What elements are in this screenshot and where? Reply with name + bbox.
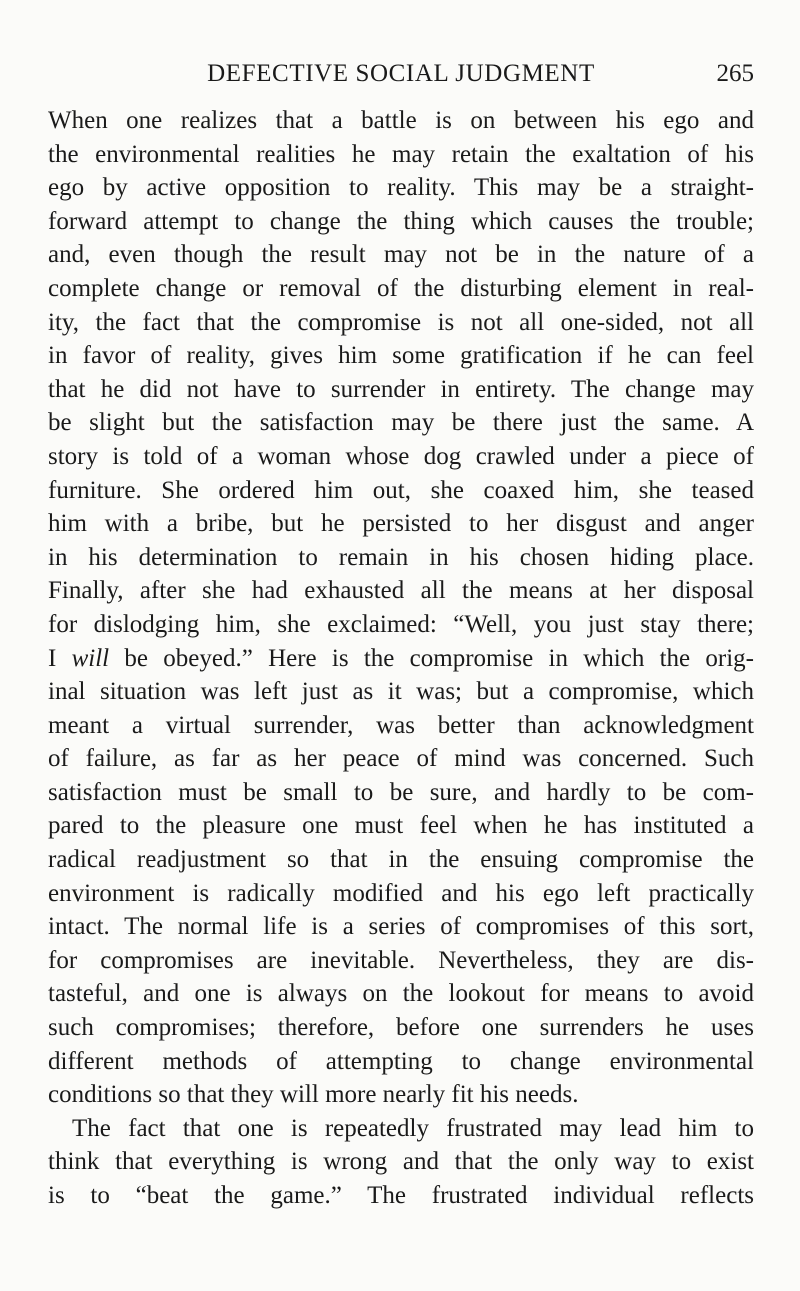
page-number: 265 <box>716 60 754 87</box>
text-line: in his determination to remain in his chosen hiding place. <box>48 543 754 571</box>
text-line: satisfaction must be small to be sure, and hardly to be com- <box>48 778 754 806</box>
text-line: pared to the pleasure one must feel when he has instituted a <box>48 812 754 840</box>
text-line: forward attempt to change the thing which causes the trouble; <box>48 207 754 235</box>
text-line: The fact that one is repeatedly frustrated may lead him to <box>72 1114 754 1142</box>
text-line-with-italic <box>48 642 754 676</box>
text-line: meant a virtual surrender, was better than acknowledgment <box>48 711 754 739</box>
text-line: complete change or removal of the disturbing element in real- <box>48 274 754 302</box>
text-line: When one realizes that a battle is on between his ego and <box>48 107 754 134</box>
text-line: ego by active opposition to reality. This may be a straight- <box>48 174 754 202</box>
text-line: radical readjustment so that in the ensuing compromise the <box>48 846 754 874</box>
text-line: him with a bribe, but he persisted to her disgust and anger <box>48 510 754 538</box>
text-line: different methods of attempting to change environmental <box>48 1047 754 1075</box>
text-line: intact. The normal life is a series of compromises of this sort, <box>48 913 754 941</box>
text-line: think that everything is wrong and that the only way to exist <box>48 1148 754 1176</box>
text-segment: be obeyed.” Here is the compromise in which the orig- <box>109 644 754 672</box>
text-line: that he did not have to surrender in entirety. The change may <box>48 375 754 403</box>
text-line: conditions so that they will more nearly fit his needs. <box>48 1081 579 1109</box>
text-line: Finally, after she had exhausted all the means at her disposal <box>48 577 754 605</box>
text-line: in favor of reality, gives him some gratification if he can feel <box>48 342 754 370</box>
text-line: furniture. She ordered him out, she coaxed him, she teased <box>48 476 754 504</box>
text-segment: I <box>48 644 72 672</box>
text-line: story is told of a woman whose dog crawled under a piece of <box>48 442 754 470</box>
text-line: ity, the fact that the compromise is not all one-sided, not all <box>48 308 754 336</box>
text-line: be slight but the satisfaction may be there just the same. A <box>48 409 754 437</box>
text-line: environment is radically modified and his ego left practically <box>48 879 754 907</box>
running-title: DEFECTIVE SOCIAL JUDGMENT <box>207 60 595 87</box>
text-line: for dislodging him, she exclaimed: “Well, you just stay there; <box>48 610 754 638</box>
text-line: of failure, as far as her peace of mind was concerned. Such <box>48 745 754 773</box>
text-line: and, even though the result may not be in the nature of a <box>48 241 754 269</box>
text-line: for compromises are inevitable. Nevertheless, they are dis- <box>48 946 754 974</box>
text-line: such compromises; therefore, before one surrenders he uses <box>48 1014 754 1042</box>
text-line: tasteful, and one is always on the lookout for means to avoid <box>48 980 754 1008</box>
italic-word: will <box>71 644 110 672</box>
body-text <box>48 104 754 1213</box>
text-line: the environmental realities he may retain the exaltation of his <box>48 140 754 168</box>
running-head <box>48 60 754 96</box>
text-line: inal situation was left just as it was; but a compromise, which <box>48 678 754 706</box>
text-line: is to “beat the game.” The frustrated individual reflects <box>48 1182 754 1209</box>
